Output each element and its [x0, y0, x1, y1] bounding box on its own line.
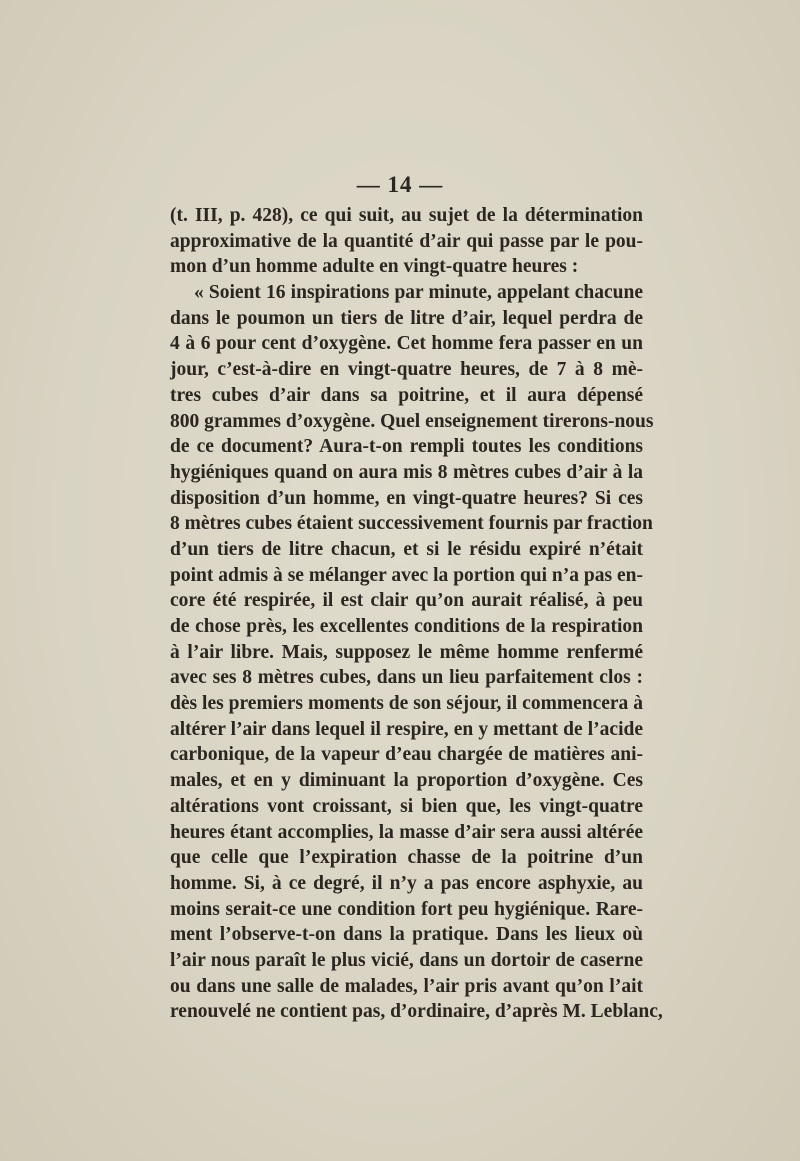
- text-line: à l’air libre. Mais, supposez le même homme renfermé: [170, 641, 643, 663]
- text-line: dès les premiers moments de son séjour, il commencera à: [170, 693, 643, 715]
- text-line: heures étant accomplies, la masse d’air sera aussi altérée: [170, 821, 643, 843]
- text-line: disposition d’un homme, en vingt-quatre heures? Si ces: [170, 487, 643, 509]
- text-line: hygiéniques quand on aura mis 8 mètres cubes d’air à la: [170, 461, 643, 483]
- text-line: altérer l’air dans lequel il respire, en y mettant de l’acide: [170, 718, 643, 740]
- text-line: d’un tiers de litre chacun, et si le résidu expiré n’était: [170, 538, 643, 560]
- text-line: approximative de la quantité d’air qui passe par le pou-: [170, 230, 643, 252]
- text-line: tres cubes d’air dans sa poitrine, et il aura dépensé: [170, 384, 643, 406]
- text-line: 4 à 6 pour cent d’oxygène. Cet homme fera passer en un: [170, 333, 643, 355]
- text-line: homme. Si, à ce degré, il n’y a pas encore asphyxie, au: [170, 872, 643, 894]
- text-line: core été respirée, il est clair qu’on aurait réalisé, à peu: [170, 590, 643, 612]
- text-line: que celle que l’expiration chasse de la poitrine d’un: [170, 847, 643, 869]
- text-line: ou dans une salle de malades, l’air pris avant qu’on l’ait: [170, 975, 643, 997]
- text-line: moins serait-ce une condition fort peu hygiénique. Rare-: [170, 898, 643, 920]
- text-line: point admis à se mélanger avec la portion qui n’a pas en-: [170, 564, 643, 586]
- text-line: l’air nous paraît le plus vicié, dans un dortoir de caserne: [170, 949, 643, 971]
- text-line: males, et en y diminuant la proportion d’oxygène. Ces: [170, 770, 643, 792]
- text-line: ment l’observe-t-on dans la pratique. Dans les lieux où: [170, 924, 643, 946]
- text-line: mon d’un homme adulte en vingt-quatre heures :: [170, 256, 579, 278]
- text-line: altérations vont croissant, si bien que, les vingt-quatre: [170, 795, 643, 817]
- text-line: 8 mètres cubes étaient successivement fournis par fraction: [170, 513, 653, 535]
- text-line: de chose près, les excellentes conditions de la respiration: [170, 616, 643, 637]
- text-line: dans le poumon un tiers de litre d’air, lequel perdra de: [170, 307, 643, 329]
- text-line: (t. III, p. 428), ce qui suit, au sujet de la détermination: [170, 205, 643, 226]
- text-line: carbonique, de la vapeur d’eau chargée de matières ani-: [170, 744, 643, 766]
- text-line: jour, c’est-à-dire en vingt-quatre heures, de 7 à 8 mè-: [170, 359, 643, 381]
- text-line: 800 grammes d’oxygène. Quel enseignement tirerons-nous: [170, 410, 654, 432]
- body-text: [170, 203, 663, 1025]
- text-line: de ce document? Aura-t-on rempli toutes les conditions: [170, 436, 643, 458]
- text-line: avec ses 8 mètres cubes, dans un lieu parfaitement clos :: [170, 667, 643, 689]
- page-number: — 14 —: [356, 172, 444, 197]
- text-line: « Soient 16 inspirations par minute, appelant chacune: [194, 282, 643, 304]
- text-line: renouvelé ne contient pas, d’ordinaire, d’après M. Leblanc,: [170, 1001, 663, 1023]
